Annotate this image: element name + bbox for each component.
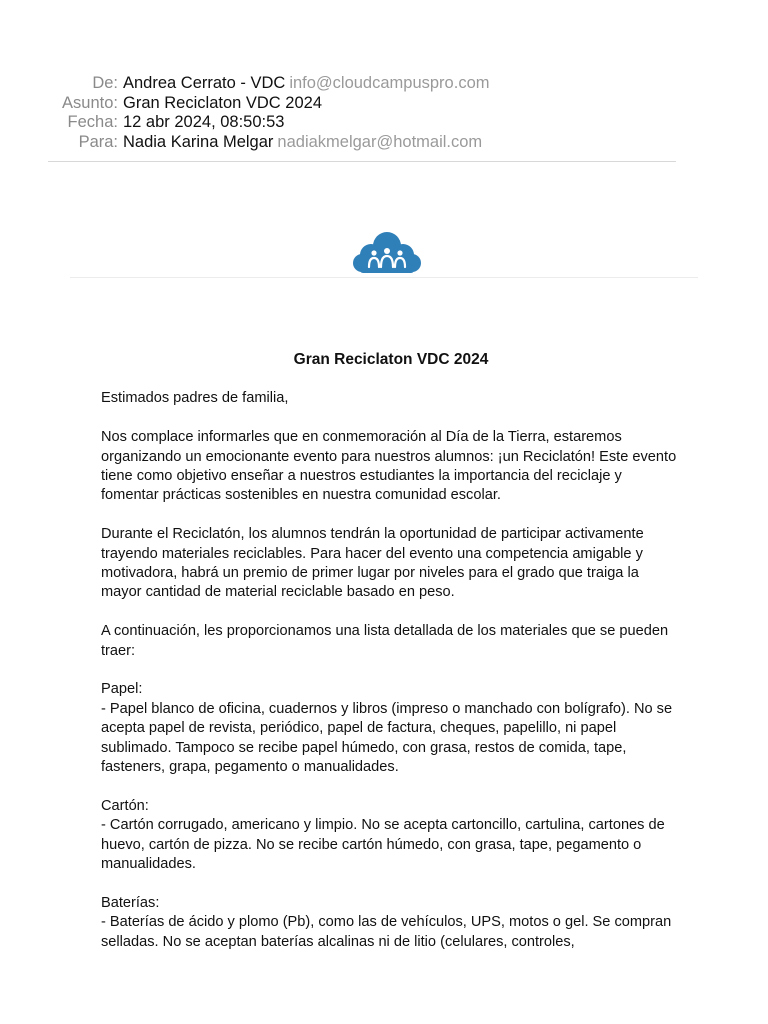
from-label: De:	[92, 74, 118, 92]
logo-divider	[70, 277, 698, 278]
paper-heading: Papel:	[101, 681, 143, 698]
battery-text: - Baterías de ácido y plomo (Pb), como las de vehículos, UPS, motos o gel. Se compran selladas. No se aceptan baterías alcalinas ni de litio (celulares, controles,	[101, 914, 672, 950]
email-title: Gran Reciclaton VDC 2024	[293, 351, 489, 368]
to-name: Nadia Karina Melgar	[123, 132, 274, 151]
cardboard-text: - Cartón corrugado, americano y limpio. No se acepta cartoncillo, cartulina, cartones de huevo, cartón de pizza. No se recibe cartón húmedo, con grasa, tape, pegamento o manualidades.	[101, 817, 665, 873]
subject-value: Gran Reciclaton VDC 2024	[123, 93, 323, 112]
greeting: Estimados padres de familia,	[101, 390, 289, 407]
email-header	[48, 74, 676, 152]
to-email[interactable]: nadiakmelgar@hotmail.com	[277, 132, 483, 151]
date-label: Fecha:	[67, 113, 118, 131]
subject-row	[48, 94, 676, 114]
date-value: 12 abr 2024, 08:50:53	[123, 113, 285, 131]
to-row	[48, 133, 676, 153]
subject-label: Asunto:	[62, 93, 118, 112]
paragraph-details: Durante el Reciclatón, los alumnos tendrán la oportunidad de participar activamente trayendo materiales reciclables. Para hacer del evento una competencia amigable y motivadora, habrá un premio de primer lugar por niveles para el grado que traiga la mayor cantidad de material reciclable basado en peso.	[101, 526, 644, 601]
paragraph-list-intro: A continuación, les proporcionamos una lista detallada de los materiales que se pueden traer:	[101, 623, 669, 659]
paper-text: - Papel blanco de oficina, cuadernos y libros (impreso o manchado con bolígrafo). No se acepta papel de revista, periódico, papel de factura, cheques, papelillo, ni papel sublimado. Tampoco se recibe papel húmedo, con grasa, restos de comida, tape, fasteners, grapa, pegamento o manualidades.	[101, 700, 673, 776]
cardboard-heading: Cartón:	[101, 797, 149, 814]
cloud-people-logo-icon	[352, 229, 422, 275]
from-name: Andrea Cerrato - VDC	[123, 74, 286, 92]
battery-heading: Baterías:	[101, 894, 160, 911]
date-row	[48, 113, 676, 133]
email-body	[101, 350, 681, 971]
from-row	[48, 74, 676, 94]
from-email[interactable]: info@cloudcampuspro.com	[289, 74, 490, 92]
paragraph-intro: Nos complace informarles que en conmemoración al Día de la Tierra, estaremos organizando un emocionante evento para nuestros alumnos: ¡un Reciclatón! Este evento tiene como objetivo enseñar a nuestros estudiantes la importancia del reciclaje y fomentar prácticas sostenibles en nuestra comunidad escolar.	[101, 429, 677, 504]
to-label: Para:	[78, 132, 118, 151]
header-divider	[48, 161, 676, 162]
